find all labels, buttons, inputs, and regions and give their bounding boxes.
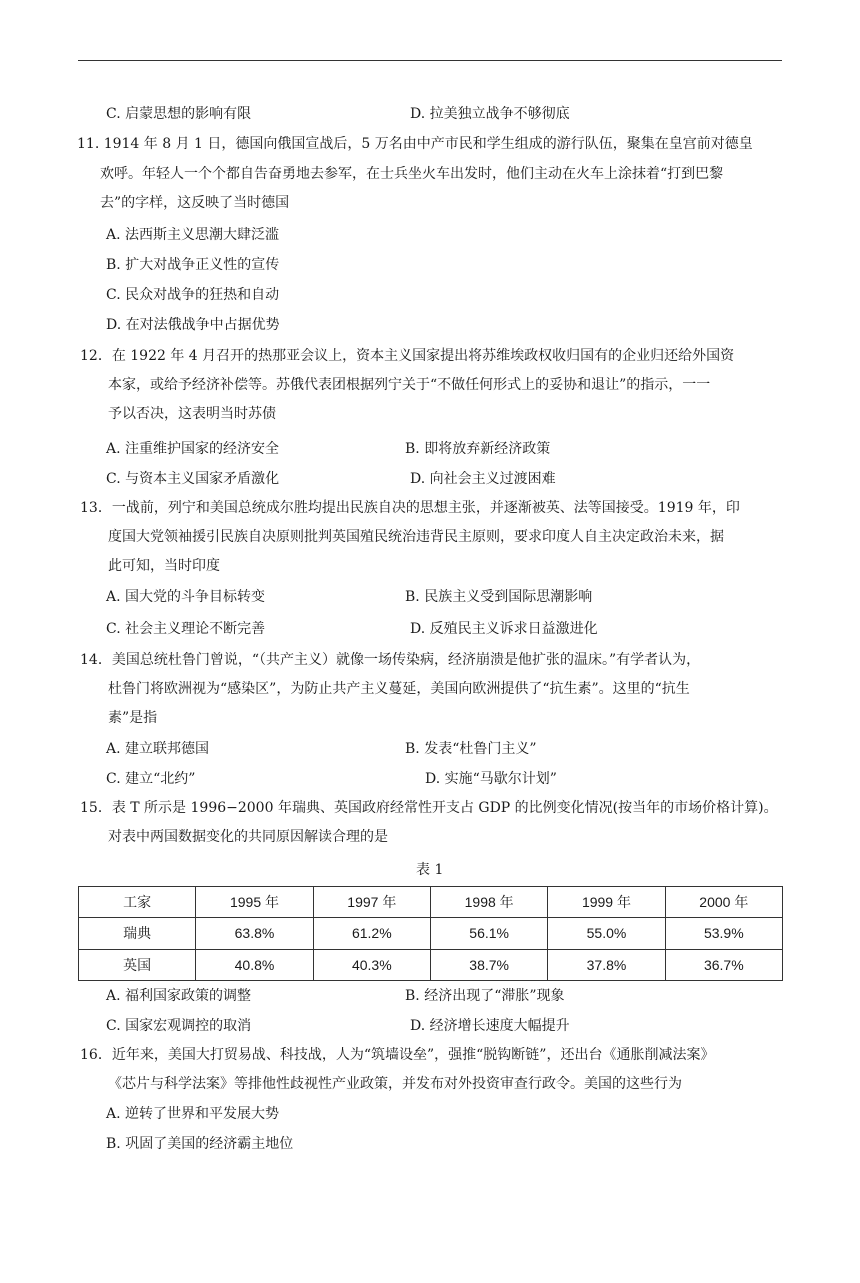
q15-option-d: D. 经济增长速度大幅提升 (410, 1018, 570, 1034)
q13-stem-line1: 13．一战前，列宁和美国总统成尔胜均提出民族自决的思想主张，并逐渐被英、法等国接受。1919 年，印 (80, 500, 740, 516)
q15-option-a: A. 福利国家政策的调整 (106, 988, 252, 1004)
q11-stem-line3: 去”的字样，这反映了当时德国 (100, 195, 290, 211)
q14-option-b: B. 发表“杜鲁门主义” (405, 741, 537, 757)
table-cell: 36.7% (665, 949, 782, 980)
q13-option-a: A. 国大党的斗争目标转变 (106, 589, 266, 605)
table-cell: 38.7% (430, 949, 547, 980)
q13-option-b: B. 民族主义受到国际思潮影响 (405, 589, 593, 605)
q10-option-d: D. 拉美独立战争不够彻底 (410, 106, 570, 122)
q12-option-d: D. 向社会主义过渡困难 (410, 471, 556, 487)
q16-option-b: B. 巩固了美国的经济霸主地位 (106, 1136, 294, 1152)
table-header-cell: 2000 年 (665, 887, 782, 918)
q13-stem-line3: 此可知，当时印度 (108, 558, 220, 574)
header-rule (78, 60, 782, 61)
q12-stem-line1: 12．在 1922 年 4 月召开的热那亚会议上，资本主义国家提出将苏维埃政权收归国有的企业归还给外国资 (80, 348, 735, 364)
q15-option-b: B. 经济出现了“滞胀”现象 (405, 988, 565, 1004)
table-row (79, 918, 783, 949)
q14-stem-line1: 14．美国总统杜鲁门曾说，“（共产主义）就像一场传染病，经济崩溃是他扩张的温床。”有学者认为， (80, 652, 701, 668)
q12-option-c: C. 与资本主义国家矛盾激化 (106, 471, 280, 487)
q14-option-a: A. 建立联邦德国 (106, 741, 210, 757)
table-cell: 英国 (79, 949, 196, 980)
q14-stem-line3: 素”是指 (108, 710, 158, 726)
q14-option-c: C. 建立“北约” (106, 771, 196, 787)
table-cell: 瑞典 (79, 918, 196, 949)
q11-option-d: D. 在对法俄战争中占据优势 (106, 317, 280, 333)
table-header-cell: 1997 年 (313, 887, 430, 918)
q14-option-d: D. 实施“马歇尔计划” (425, 771, 557, 787)
table-header-row (79, 887, 783, 918)
q13-option-c: C. 社会主义理论不断完善 (106, 621, 266, 637)
q11-stem-line1: 11. 1914 年 8 月 1 日，德国向俄国宣战后，5 万名由中产市民和学生组成的游行队伍，聚集在皇宫前对德皇 (77, 136, 753, 152)
q16-option-a: A. 逆转了世界和平发展大势 (106, 1106, 280, 1122)
table-cell: 40.8% (196, 949, 313, 980)
q12-option-a: A. 注重维护国家的经济安全 (106, 441, 280, 457)
table-cell: 37.8% (548, 949, 665, 980)
q16-stem-line1: 16．近年来，美国大打贸易战、科技战，人为“筑墙设垒”，强推“脱钩断链”，还出台《通胀削减法案》 (80, 1047, 715, 1063)
q16-stem-line2: 《芯片与科学法案》等排他性歧视性产业政策，并发布对外投资审查行政令。美国的这些行为 (108, 1076, 682, 1092)
table-row (79, 949, 783, 980)
table-caption: 表 1 (416, 862, 444, 878)
table-cell: 63.8% (196, 918, 313, 949)
q13-stem-line2: 度国大党领袖援引民族自决原则批判英国殖民统治违背民主原则，要求印度人自主决定政治未来，据 (108, 529, 724, 545)
q11-option-c: C. 民众对战争的狂热和自动 (106, 287, 280, 303)
table-header-cell: 1999 年 (548, 887, 665, 918)
q15-stem-line1: 15．表 T 所示是 1996−2000 年瑞典、英国政府经常性开支占 GDP 的比例变化情况(按当年的市场价格计算)。 (80, 800, 778, 816)
table-header-cell: 1995 年 (196, 887, 313, 918)
table-cell: 56.1% (430, 918, 547, 949)
table-cell: 61.2% (313, 918, 430, 949)
q11-stem-line2: 欢呼。年轻人一个个都自告奋勇地去参军，在士兵坐火车出发时，他们主动在火车上涂抹着“打到巴黎 (100, 166, 724, 182)
table-cell: 53.9% (665, 918, 782, 949)
q11-option-a: A. 法西斯主义思潮大肆泛滥 (106, 227, 280, 243)
q14-stem-line2: 杜鲁门将欧洲视为“感染区”，为防止共产主义蔓延，美国向欧洲提供了“抗生素”。这里的“抗生 (108, 681, 690, 697)
q11-option-b: B. 扩大对战争正义性的宣传 (106, 257, 280, 273)
table-header-cell: 工家 (79, 887, 196, 918)
table-header-cell: 1998 年 (430, 887, 547, 918)
table-cell: 40.3% (313, 949, 430, 980)
data-table (78, 886, 783, 981)
q15-option-c: C. 国家宏观调控的取消 (106, 1018, 252, 1034)
q12-stem-line2: 本家，或给予经济补偿等。苏俄代表团根据列宁关于“不做任何形式上的妥协和退让”的指示，一一 (108, 377, 711, 393)
q12-stem-line3: 予以否决，这表明当时苏债 (108, 406, 276, 422)
q15-stem-line2: 对表中两国数据变化的共同原因解读合理的是 (108, 829, 388, 845)
table-cell: 55.0% (548, 918, 665, 949)
q10-option-c: C. 启蒙思想的影响有限 (106, 106, 252, 122)
q12-option-b: B. 即将放弃新经济政策 (405, 441, 551, 457)
q13-option-d: D. 反殖民主义诉求日益激进化 (410, 621, 598, 637)
